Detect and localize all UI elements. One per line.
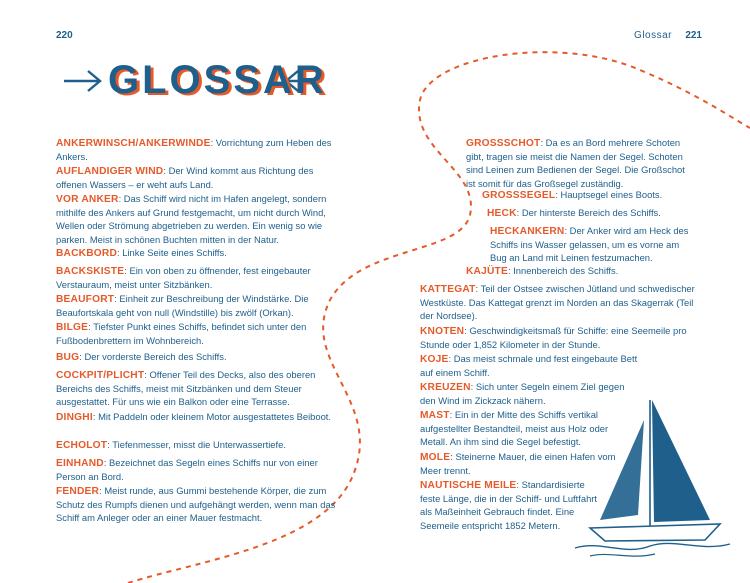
glossary-definition: Innenbereich des Schiffs.: [513, 265, 619, 276]
glossary-term: KAJÜTE: [466, 266, 508, 277]
glossary-definition: Tiefster Punkt eines Schiffs, befindet sich unter den Fußbodenbrettern im Wohnbereich.: [56, 321, 307, 347]
glossary-entry: HECK: Der hinterste Bereich des Schiffs.: [487, 207, 661, 219]
glossary-definition: Der Anker wird am Heck des Schiffs ins Wasser gelassen, um es vorne am Bug an Land mit Leinen festzumachen.: [490, 225, 689, 264]
glossary-term: KATTEGAT: [420, 284, 476, 295]
glossary-term: BACKSKISTE: [56, 266, 125, 277]
title-block: [60, 56, 332, 110]
glossary-definition: Ein in der Mitte des Schiffs vertikal aufgestellter Bestandteil, meist aus Holz oder Metall. An ihm sind die Segel befestigt.: [420, 409, 609, 448]
glossary-entry: AUFLANDIGER WIND: Der Wind kommt aus Richtung des offenen Wassers – er weht aufs Land.: [56, 165, 314, 191]
glossary-term: COCKPIT/PLICHT: [56, 370, 145, 381]
glossary-entry: DINGHI: Mit Paddeln oder kleinem Motor ausgestattetes Beiboot.: [56, 411, 332, 423]
running-head: Glossar: [634, 30, 672, 41]
glossary-entry: FENDER: Meist runde, aus Gummi bestehende Körper, die zum Schutz des Rumpfs dienen und aufgehängt werden, wenn man das Schiff am Anleger oder an einer Mauer festmacht.: [56, 485, 336, 524]
glossary-term: FENDER: [56, 486, 100, 497]
glossary-term: GROSSSEGEL: [482, 190, 556, 201]
glossary-definition: Teil der Ostsee zwischen Jütland und schwedischer Westküste. Das Kattegat grenzt im Norden an das Skagerrak (Teil der Nordsee).: [420, 283, 695, 322]
glossary-definition: Ein von oben zu öffnender, fest eingebauter Verstauraum, meist unter Sitzbänken.: [56, 265, 311, 291]
glossary-definition: Das Schiff wird nicht im Hafen angelegt, sondern mithilfe des Ankers auf Grund festgemacht, um nicht durch Wind, Wellen oder Strömung abgetrieben zu werden. Ein wenig so wie parken. Meist in schönen Buchten mitten in der Natur.: [56, 193, 327, 245]
glossary-entry: GROSSSCHOT: Da es an Bord mehrere Schoten gibt, tragen sie meist die Namen der Segel. Schoten sind Leinen zum Bedienen der Segel. Die Großschot ist somit für das Großsegel zuständig.: [466, 137, 685, 189]
glossary-term: AUFLANDIGER WIND: [56, 166, 164, 177]
glossary-definition: Geschwindigkeitsmaß für Schiffe: eine Seemeile pro Stunde oder 1,852 Kilometer in der Stunde.: [420, 325, 687, 351]
glossary-definition: Offener Teil des Decks, also des oberen Bereichs des Schiffs, meist mit Sitzbänken und dem Steuer ausgestattet. Für uns wie ein Balkon oder eine Terrasse.: [56, 369, 316, 408]
glossary-definition: Vorrichtung zum Heben des Ankers.: [56, 137, 332, 163]
glossary-term: DINGHI: [56, 412, 93, 423]
glossary-term: KOJE: [420, 354, 449, 365]
glossary-term: GROSSSCHOT: [466, 138, 541, 149]
page-title: GLOSSAR: [108, 58, 327, 102]
glossary-definition: Der Wind kommt aus Richtung des offenen Wassers – er weht aufs Land.: [56, 165, 314, 191]
glossary-term: NAUTISCHE MEILE: [420, 480, 517, 491]
glossary-entry: KREUZEN: Sich unter Segeln einem Ziel gegen den Wind im Zickzack nähern.: [420, 381, 625, 407]
page-number-right: 221: [685, 30, 702, 41]
glossary-entry: HECKANKERN: Der Anker wird am Heck des Schiffs ins Wasser gelassen, um es vorne am Bug an Land mit Leinen festzumachen.: [490, 225, 689, 264]
glossary-entry: GROSSSEGEL: Hauptsegel eines Boots.: [482, 189, 663, 201]
glossary-definition: Bezeichnet das Segeln eines Schiffs nur von einer Person an Bord.: [56, 457, 318, 483]
glossary-entry: BEAUFORT: Einheit zur Beschreibung der Windstärke. Die Beaufortskala geht von null (Windstille) bis zwölf (Orkan).: [56, 293, 309, 319]
glossary-definition: Der hinterste Bereich des Schiffs.: [521, 207, 661, 218]
glossary-entry: BILGE: Tiefster Punkt eines Schiffs, befindet sich unter den Fußbodenbrettern im Wohnbereich.: [56, 321, 307, 347]
glossary-entry: EINHAND: Bezeichnet das Segeln eines Schiffs nur von einer Person an Bord.: [56, 457, 318, 483]
glossary-term: BEAUFORT: [56, 294, 115, 305]
glossary-term: KREUZEN: [420, 382, 471, 393]
glossary-definition: Linke Seite eines Schiffs.: [122, 247, 227, 258]
glossary-definition: Einheit zur Beschreibung der Windstärke. Die Beaufortskala geht von null (Windstille) bis zwölf (Orkan).: [56, 293, 309, 319]
glossary-term: KNOTEN: [420, 326, 465, 337]
glossary-definition: Der vorderste Bereich des Schiffs.: [84, 351, 227, 362]
glossary-entry: COCKPIT/PLICHT: Offener Teil des Decks, also des oberen Bereichs des Schiffs, meist mit Sitzbänken und dem Steuer ausgestattet. Für uns wie ein Balkon oder eine Terrasse.: [56, 369, 316, 408]
glossary-entry: MOLE: Steinerne Mauer, die einen Hafen vom Meer trennt.: [420, 451, 616, 477]
glossary-term: ECHOLOT: [56, 440, 108, 451]
glossary-entry: KATTEGAT: Teil der Ostsee zwischen Jütland und schwedischer Westküste. Das Kattegat grenzt im Norden an das Skagerrak (Teil der Nordsee).: [420, 283, 695, 322]
glossary-definition: Steinerne Mauer, die einen Hafen vom Meer trennt.: [420, 451, 616, 477]
glossary-entry: ANKERWINSCH/ANKERWINDE: Vorrichtung zum Heben des Ankers.: [56, 137, 332, 163]
glossary-entry: BACKBORD: Linke Seite eines Schiffs.: [56, 247, 227, 259]
glossary-entry: VOR ANKER: Das Schiff wird nicht im Hafen angelegt, sondern mithilfe des Ankers auf Grund festgemacht, um nicht durch Wind, Wellen oder Strömung abgetrieben zu werden. Ein wenig so wie parken. Meist in schönen Buchten mitten in der Natur.: [56, 193, 327, 245]
glossary-definition: Mit Paddeln oder kleinem Motor ausgestattetes Beiboot.: [98, 411, 332, 422]
glossary-term: BUG: [56, 352, 80, 363]
glossary-term: EINHAND: [56, 458, 104, 469]
glossary-term: BACKBORD: [56, 248, 118, 259]
glossary-term: VOR ANKER: [56, 194, 119, 205]
glossary-entry: NAUTISCHE MEILE: Standardisierte feste Länge, die in der Schiff- und Luftfahrt als Maßeinheit Gebrauch findet. Eine Seemeile entspricht 1852 Metern.: [420, 479, 598, 531]
glossary-entry: ECHOLOT: Tiefenmesser, misst die Unterwassertiefe.: [56, 439, 286, 451]
glossary-definition: Meist runde, aus Gummi bestehende Körper, die zum Schutz des Rumpfs dienen und aufgehängt werden, wenn man das Schiff am Anleger oder an einer Mauer festmacht.: [56, 485, 336, 524]
glossary-term: HECK: [487, 208, 517, 219]
glossary-entry: MAST: Ein in der Mitte des Schiffs vertikal aufgestellter Bestandteil, meist aus Holz oder Metall. An ihm sind die Segel befestigt.: [420, 409, 609, 448]
page-number-left: 220: [56, 30, 73, 41]
glossary-definition: Da es an Bord mehrere Schoten gibt, tragen sie meist die Namen der Segel. Schoten sind Leinen zum Bedienen der Segel. Die Großschot ist somit für das Großsegel zuständig.: [466, 137, 685, 189]
glossary-term: MAST: [420, 410, 450, 421]
glossary-definition: Sich unter Segeln einem Ziel gegen den Wind im Zickzack nähern.: [420, 381, 625, 407]
glossary-entry: KOJE: Das meist schmale und fest eingebaute Bett auf einem Schiff.: [420, 353, 638, 379]
glossary-definition: Hauptsegel eines Boots.: [560, 189, 663, 200]
glossary-entry: KAJÜTE: Innenbereich des Schiffs.: [466, 265, 619, 277]
glossary-entry: BUG: Der vorderste Bereich des Schiffs.: [56, 351, 227, 363]
glossary-definition: Tiefenmesser, misst die Unterwassertiefe.: [112, 439, 286, 450]
glossary-definition: Das meist schmale und fest eingebaute Bett auf einem Schiff.: [420, 353, 638, 379]
glossary-term: ANKERWINSCH/ANKERWINDE: [56, 138, 211, 149]
glossary-term: MOLE: [420, 452, 451, 463]
glossary-entry: KNOTEN: Geschwindigkeitsmaß für Schiffe: eine Seemeile pro Stunde oder 1,852 Kilometer in der Stunde.: [420, 325, 687, 351]
glossary-entry: BACKSKISTE: Ein von oben zu öffnender, fest eingebauter Verstauraum, meist unter Sitzbänken.: [56, 265, 311, 291]
glossary-term: HECKANKERN: [490, 226, 565, 237]
glossary-term: BILGE: [56, 322, 89, 333]
glossary-definition: Standardisierte feste Länge, die in der Schiff- und Luftfahrt als Maßeinheit Gebrauch findet. Eine Seemeile entspricht 1852 Metern.: [420, 479, 598, 531]
